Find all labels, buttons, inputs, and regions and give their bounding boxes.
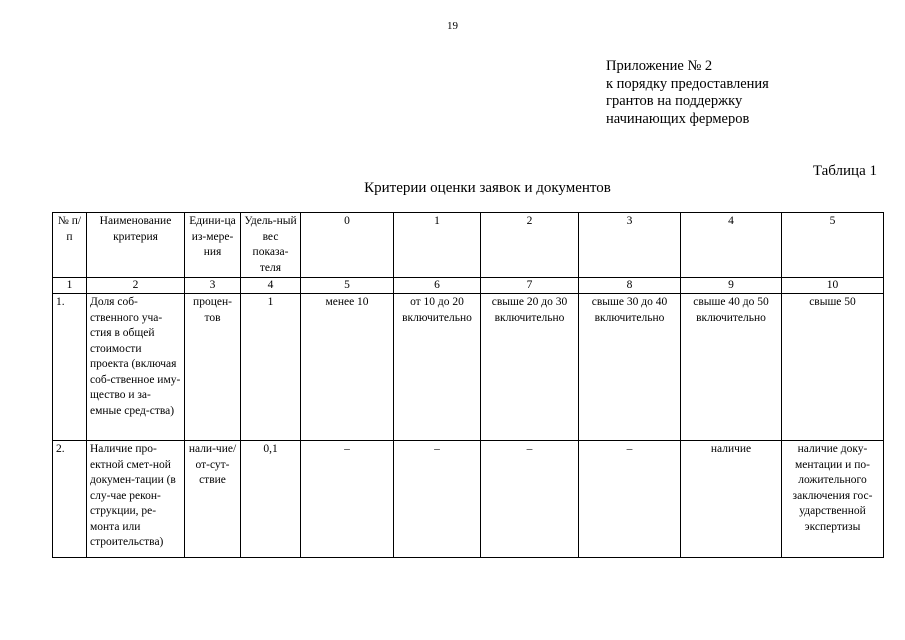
column-number: 2 [87,278,185,294]
score-1-cell: – [394,441,481,558]
column-header: 4 [681,213,782,278]
column-number: 7 [481,278,579,294]
column-number: 6 [394,278,481,294]
column-number: 1 [53,278,87,294]
table-row [53,441,884,558]
column-number: 3 [185,278,241,294]
appendix-line: Приложение № 2 [606,58,713,74]
page-number: 19 [447,20,458,32]
column-header: 3 [579,213,681,278]
score-3-cell: свыше 30 до 40 включительно [579,294,681,441]
column-number: 8 [579,278,681,294]
score-4-cell: свыше 40 до 50 включительно [681,294,782,441]
table-number: Таблица 1 [812,163,877,179]
score-0-cell: – [301,441,394,558]
column-number: 10 [782,278,884,294]
column-number-row [53,278,884,294]
unit-cell: процен-тов [185,294,241,441]
table-title: Критерии оценки заявок и документов [364,180,611,196]
unit-cell: нали-чие/ от-сут-ствие [185,441,241,558]
score-1-cell: от 10 до 20 включительно [394,294,481,441]
criterion-name: Наличие про-ектной смет-ной докумен-тации (в слу-чае рекон-струкции, ре-монта или строительства) [87,441,185,558]
table-header-row [53,213,884,278]
column-header: Наименование критерия [87,213,185,278]
column-header: Едини-ца из-мере-ния [185,213,241,278]
column-number: 5 [301,278,394,294]
weight-cell: 1 [241,294,301,441]
table-row [53,294,884,441]
column-header: 5 [782,213,884,278]
score-3-cell: – [579,441,681,558]
appendix-line: к порядку предоставления [606,75,769,92]
weight-cell: 0,1 [241,441,301,558]
appendix-line: грантов на поддержку [606,93,743,109]
score-0-cell: менее 10 [301,294,394,441]
score-2-cell: – [481,441,579,558]
column-header: № п/п [53,213,87,278]
score-5-cell: свыше 50 [782,294,884,441]
appendix-heading [606,58,769,128]
row-number: 1. [53,294,87,441]
appendix-line: начинающих фермеров [606,110,750,127]
score-4-cell: наличие [681,441,782,558]
column-number: 9 [681,278,782,294]
score-2-cell: свыше 20 до 30 включительно [481,294,579,441]
score-5-cell: наличие доку-ментации и по-ложительного заключения гос-ударственной экспертизы [782,441,884,558]
row-number: 2. [53,441,87,558]
column-header: 1 [394,213,481,278]
column-header: Удель-ный вес показа-теля [241,213,301,278]
column-number: 4 [241,278,301,294]
criterion-name: Доля соб-ственного уча-стия в общей стоимости проекта (включая соб-ственное иму-щество и за-емные сред-ства) [87,294,185,441]
column-header: 2 [481,213,579,278]
column-header: 0 [301,213,394,278]
criteria-table [52,212,884,558]
